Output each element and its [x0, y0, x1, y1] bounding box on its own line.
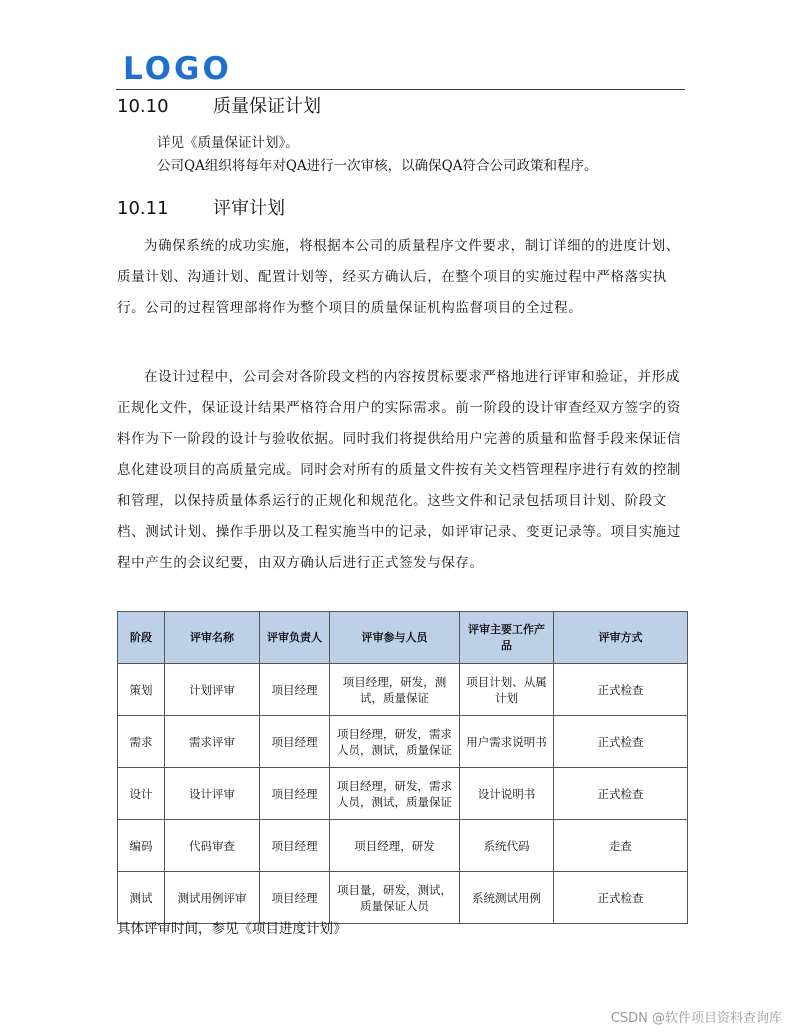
- table-cell: 计划评审: [165, 664, 260, 716]
- table-cell: 正式检查: [554, 872, 688, 924]
- watermark: CSDN @软件项目资料查询库: [610, 1011, 782, 1026]
- table-row: [118, 768, 688, 820]
- table-cell: 正式检查: [554, 768, 688, 820]
- table-cell: 正式检查: [554, 716, 688, 768]
- table-cell: 项目经理: [260, 664, 330, 716]
- table-row: [118, 820, 688, 872]
- table-cell: 项目经理，研发，需求人员，测试，质量保证: [330, 716, 460, 768]
- table-cell: 代码审查: [165, 820, 260, 872]
- table-cell: 项目经理: [260, 768, 330, 820]
- body-line: 公司QA组织将每年对QA进行一次审核，以确保QA符合公司政策和程序。: [157, 158, 598, 174]
- company-logo: LOGO: [123, 51, 232, 87]
- table-cell: 项目量，研发，测试，质量保证人员: [330, 872, 460, 924]
- table-header-cell: 评审主要工作产品: [460, 612, 554, 664]
- table-row: [118, 716, 688, 768]
- table-cell: 用户需求说明书: [460, 716, 554, 768]
- table-row: [118, 872, 688, 924]
- table-header-row: [118, 612, 688, 664]
- table-header-cell: 评审参与人员: [330, 612, 460, 664]
- table-cell: 项目经理: [260, 872, 330, 924]
- table-cell: 需求: [118, 716, 165, 768]
- header-divider: [116, 89, 685, 90]
- table-cell: 需求评审: [165, 716, 260, 768]
- table-cell: 设计: [118, 768, 165, 820]
- table-row: [118, 664, 688, 716]
- table-header-cell: 阶段: [118, 612, 165, 664]
- body-paragraph: 为确保系统的成功实施，将根据本公司的质量程序文件要求，制订详细的的进度计划、质量计划、沟通计划、配置计划等，经买方确认后，在整个项目的实施过程中严格落实执行。公司的过程管理部将作为整个项目的质量保证机构监督项目的全过程。: [117, 238, 680, 316]
- section-title: 质量保证计划: [213, 96, 321, 117]
- body-line: 详见《质量保证计划》。: [157, 135, 299, 151]
- table-cell: 系统测试用例: [460, 872, 554, 924]
- table-cell: 项目计划、从属计划: [460, 664, 554, 716]
- table-cell: 走查: [554, 820, 688, 872]
- table-cell: 系统代码: [460, 820, 554, 872]
- section-heading-review-plan: [117, 200, 285, 218]
- section-heading-quality-plan: [117, 98, 321, 116]
- table-cell: 设计说明书: [460, 768, 554, 820]
- section-number: 10.11: [117, 198, 169, 219]
- table-cell: 项目经理，研发: [330, 820, 460, 872]
- section-title: 评审计划: [213, 198, 285, 219]
- table-header-cell: 评审名称: [165, 612, 260, 664]
- table-header-cell: 评审方式: [554, 612, 688, 664]
- footnote-text: 具体评审时间，参见《项目进度计划》: [117, 921, 347, 937]
- section-number: 10.10: [117, 96, 169, 117]
- table-cell: 策划: [118, 664, 165, 716]
- table-cell: 正式检查: [554, 664, 688, 716]
- table-cell: 项目经理: [260, 820, 330, 872]
- body-paragraph: 在设计过程中，公司会对各阶段文档的内容按贯标要求严格地进行评审和验证，并形成正规化文件，保证设计结果严格符合用户的实际需求。前一阶段的设计审查经双方签字的资料作为下一阶段的设计与验收依据。同时我们将提供给用户完善的质量和监督手段来保证信息化建设项目的高质量完成。同时会对所有的质量文件按有关文档管理程序进行有效的控制和管理，以保持质量体系运行的正规化和规范化。这些文件和记录包括项目计划、阶段文档、测试计划、操作手册以及工程实施当中的记录，如评审记录、变更记录等。项目实施过程中产生的会议纪要，由双方确认后进行正式签发与保存。: [117, 369, 681, 571]
- review-plan-table: [117, 611, 688, 924]
- table-cell: 项目经理: [260, 716, 330, 768]
- table-cell: 项目经理，研发，测试，质量保证: [330, 664, 460, 716]
- table-cell: 测试: [118, 872, 165, 924]
- table-header-cell: 评审负责人: [260, 612, 330, 664]
- table-cell: 测试用例评审: [165, 872, 260, 924]
- table-cell: 编码: [118, 820, 165, 872]
- table-cell: 设计评审: [165, 768, 260, 820]
- table-cell: 项目经理，研发，需求人员，测试，质量保证: [330, 768, 460, 820]
